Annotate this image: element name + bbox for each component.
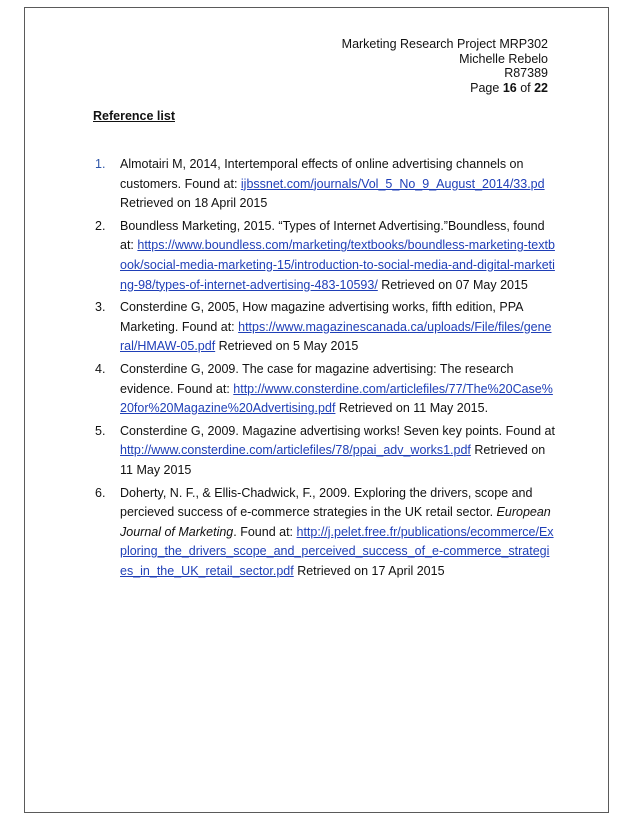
reference-text: Boundless Marketing, 2015. “Types of Internet Advertising.”Boundless, found at:: [120, 218, 545, 253]
reference-retrieved: Retrieved on 07 May 2015: [377, 277, 528, 292]
reference-link[interactable]: http://www.consterdine.com/articlefiles/77/The%20Case%20for%20Magazine%20Advertising.pdf: [120, 381, 553, 416]
reference-retrieved: Retrieved on 18 April 2015: [120, 196, 268, 211]
reference-link[interactable]: http://www.consterdine.com/articlefiles/78/ppai_adv_works1.pdf: [120, 443, 471, 458]
page-header: [342, 37, 548, 95]
page-prefix: Page: [470, 80, 503, 95]
reference-item: [95, 484, 555, 582]
reference-item: [95, 298, 555, 357]
reference-retrieved: Retrieved on 11 May 2015: [120, 443, 546, 477]
reference-number: 2.: [95, 218, 106, 233]
reference-item: [95, 422, 555, 481]
reference-retrieved: Retrieved on 17 April 2015: [293, 563, 445, 578]
reference-text: Almotairi M, 2014, Intertemporal effects of online advertising channels on customers. Found at:: [120, 157, 524, 191]
page-number: [342, 81, 548, 96]
reference-number: 1.: [95, 157, 106, 171]
reference-number: 4.: [95, 361, 106, 376]
author-name: Michelle Rebelo: [459, 51, 548, 66]
reference-text: Consterdine G, 2009. The case for magazine advertising: The research evidence. Found at:: [120, 361, 514, 396]
reference-number: 5.: [95, 423, 106, 438]
page-of: of: [516, 80, 535, 95]
reference-retrieved: Retrieved on 5 May 2015: [215, 339, 359, 354]
reference-number: 3.: [95, 300, 106, 315]
project-title: Marketing Research Project MRP302: [341, 37, 548, 51]
reference-link[interactable]: ijbssnet.com/journals/Vol_5_No_9_August_2014/33.pd: [240, 176, 545, 191]
reference-text: Doherty, N. F., & Ellis-Chadwick, F., 2009. Exploring the drivers, scope and percieved success of e-commerce strategies in the UK retail sector.: [120, 485, 533, 520]
reference-list-heading: Reference list: [93, 109, 175, 123]
reference-item: [95, 155, 555, 214]
reference-link[interactable]: http://j.pelet.free.fr/publications/ecommerce/Exploring_the_drivers_scope_and_perceived_success_of_e-commerce_strategies_in_the_UK_retail_sector.pdf: [120, 524, 554, 578]
reference-item: [95, 217, 555, 295]
reference-retrieved: Retrieved on 11 May 2015.: [335, 401, 489, 416]
page-current: 16: [502, 80, 517, 95]
reference-list: [95, 155, 555, 584]
reference-text: Consterdine G, 2005, How magazine advertising works, fifth edition, PPA Marketing. Found at:: [120, 300, 523, 334]
reference-text: Consterdine G, 2009. Magazine advertising works! Seven key points. Found at: [120, 423, 555, 438]
reference-item: [95, 360, 555, 419]
reference-link[interactable]: https://www.boundless.com/marketing/textbooks/boundless-marketing-textbook/social-media-marketing-15/introduction-to-social-media-and-digital-marketing-98/types-of-internet-advertising-483-10593/: [120, 238, 555, 292]
page-total: 22: [534, 80, 548, 95]
reference-link[interactable]: https://www.magazinescanada.ca/uploads/File/files/general/HMAW-05.pdf: [120, 319, 552, 354]
reference-text-mid: . Found at:: [233, 524, 297, 539]
reference-number: 6.: [95, 485, 106, 500]
journal-title: European Journal of Marketing: [120, 505, 551, 539]
student-id: R87389: [504, 66, 548, 81]
